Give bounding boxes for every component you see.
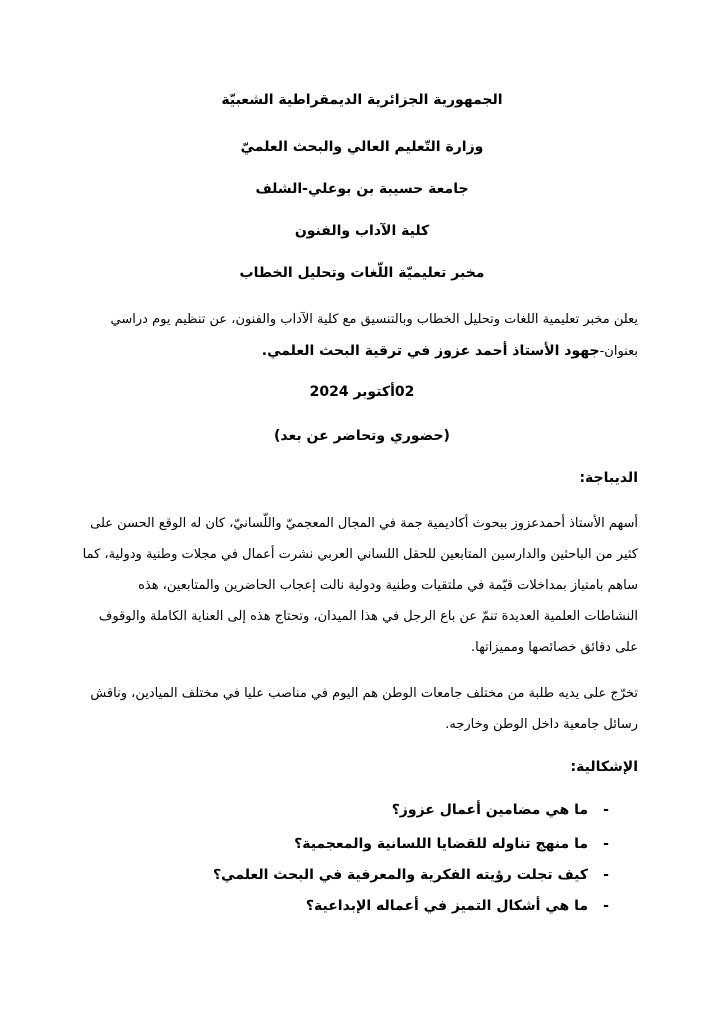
event-date: 02أكتوبر 2024: [309, 384, 415, 400]
bullet-dash: -: [603, 836, 609, 852]
preamble-p1-line: ساهم بامتياز بمداخلات قيّمة في ملتقيات وطنية ودولية نالت إعجاب الحاضرين والمتابعين، هذه: [138, 578, 638, 593]
announcement-prefix: بعنوان-: [599, 344, 638, 359]
preamble-p2-line: تخرّج على يديه طلبة من مختلف جامعات الوطن هم اليوم في مناصب عليا في مختلف الميادين، وناقش: [90, 686, 638, 701]
study-day-title: جهود الأستاذ أحمد عزوز في ترقية البحث العلمي.: [261, 343, 600, 359]
bullet-dash: -: [603, 898, 609, 914]
republic-heading: الجمهورية الجزائرية الديمقراطية الشعبيّة: [221, 92, 503, 108]
question-text: كيف تجلت رؤيته الفكرية والمعرفية في البحث العلمي؟: [213, 867, 588, 883]
question-text: ما منهج تناوله للقضايا اللسانية والمعجمية؟: [294, 836, 588, 852]
bullet-dash: -: [603, 867, 609, 883]
question-item: [213, 867, 610, 883]
laboratory-heading: مخبر تعليميّة اللّغات وتحليل الخطاب: [239, 265, 485, 281]
preamble-p1-line: على دقائق خصائصها ومميزاتها.: [470, 640, 638, 655]
event-mode: (حضوري وتحاضر عن بعد): [274, 428, 450, 444]
problematic-title: الإشكالية:: [570, 759, 638, 775]
ministry-heading: وزارة التّعليم العالي والبحث العلميّ: [240, 139, 484, 155]
preamble-p1-line: كثير من الباحثين والدارسين المتابعين للحقل اللساني العربي نشرت أعمال في مجلات وطنية ودولية، كما: [82, 547, 638, 562]
question-item: [294, 836, 610, 852]
faculty-heading: كلية الآداب والفنون: [294, 223, 430, 239]
announcement-line-1: يعلن مخبر تعليمية اللغات وتحليل الخطاب وبالتنسيق مع كلية الآداب والفنون، عن تنظيم يوم دراسي: [110, 312, 638, 327]
preamble-title: الديباجة:: [579, 470, 638, 486]
university-heading: جامعة حسيبة بن بوعلي-الشلف: [255, 181, 469, 197]
preamble-p1-line: أسهم الأستاذ أحمدعزوز ببحوث أكاديمية جمة في المجال المعجميّ واللّسانيّ، كان له الوقع الحسن على: [90, 516, 638, 531]
announcement-line-2: [86, 342, 638, 361]
preamble-p2-line: رسائل جامعية داخل الوطن وخارجه.: [445, 717, 638, 732]
question-text: ما هي مضامين أعمال عزوز؟: [391, 802, 588, 818]
question-text: ما هي أشكال التميز في أعماله الإبداعية؟: [305, 898, 588, 914]
preamble-p1-line: النشاطات العلمية العديدة تنمّ عن باع الرجل في هذا الميدان، وتحتاج هذه إلى العناية الكاملة والوقوف: [98, 609, 638, 624]
bullet-dash: -: [603, 802, 609, 818]
question-item: [306, 898, 610, 914]
question-item: [392, 802, 610, 818]
